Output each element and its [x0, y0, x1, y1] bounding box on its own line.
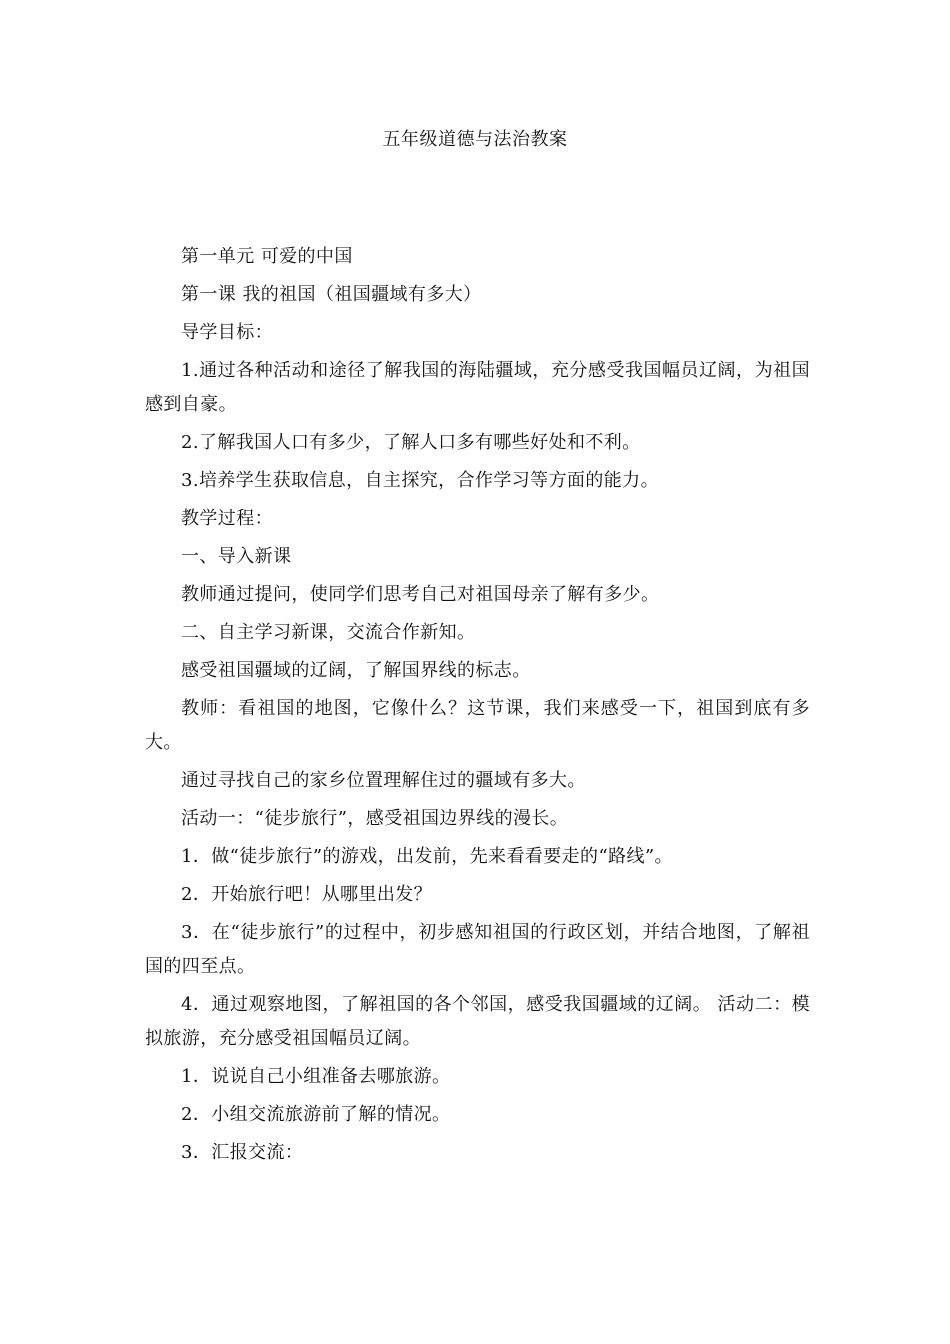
paragraph: 感受祖国疆域的辽阔，了解国界线的标志。 [181, 660, 531, 681]
paragraph: 通过寻找自己的家乡位置理解住过的疆域有多大。 [181, 770, 586, 791]
lesson-heading: 第一课 我的祖国（祖国疆域有多大） [181, 284, 482, 305]
activity-step: 2．小组交流旅游前了解的情况。 [181, 1104, 451, 1125]
objective-item: 2.了解我国人口有多少，了解人口多有哪些好处和不利。 [181, 432, 641, 453]
activity-step: 3．汇报交流： [181, 1142, 304, 1163]
section-heading: 一、导入新课 [181, 546, 292, 567]
unit-heading: 第一单元 可爱的中国 [181, 246, 353, 267]
activity-step: 1．说说自己小组准备去哪旅游。 [181, 1066, 451, 1087]
objectives-heading: 导学目标： [181, 322, 273, 343]
section-heading: 二、自主学习新课，交流合作新知。 [181, 622, 476, 643]
document-title: 五年级道德与法治教案 [382, 129, 568, 150]
activity-step: 3．在“徒步旅行”的过程中，初步感知祖国的行政区划，并结合地图，了解祖国的四至点。 [145, 922, 810, 977]
paragraph: 教师：看祖国的地图，它像什么？这节课，我们来感受一下，祖国到底有多大。 [145, 698, 810, 753]
activity-step: 4．通过观察地图，了解祖国的各个邻国，感受我国疆域的辽阔。 活动二：模拟旅游，充分感受祖国幅员辽阔。 [145, 994, 810, 1049]
activity-heading: 活动一：“徒步旅行”，感受祖国边界线的漫长。 [181, 808, 569, 829]
document-body [145, 240, 810, 1174]
objective-item: 3.培养学生获取信息，自主探究，合作学习等方面的能力。 [181, 470, 659, 491]
process-heading: 教学过程： [181, 508, 273, 529]
activity-step: 2．开始旅行吧！从哪里出发？ [181, 884, 433, 905]
paragraph: 教师通过提问，使同学们思考自己对祖国母亲了解有多少。 [181, 584, 660, 605]
activity-step: 1．做“徒步旅行”的游戏，出发前，先来看看要走的“路线”。 [181, 846, 673, 867]
objective-item: 1.通过各种活动和途径了解我国的海陆疆域，充分感受我国幅员辽阔，为祖国感到自豪。 [145, 360, 810, 415]
